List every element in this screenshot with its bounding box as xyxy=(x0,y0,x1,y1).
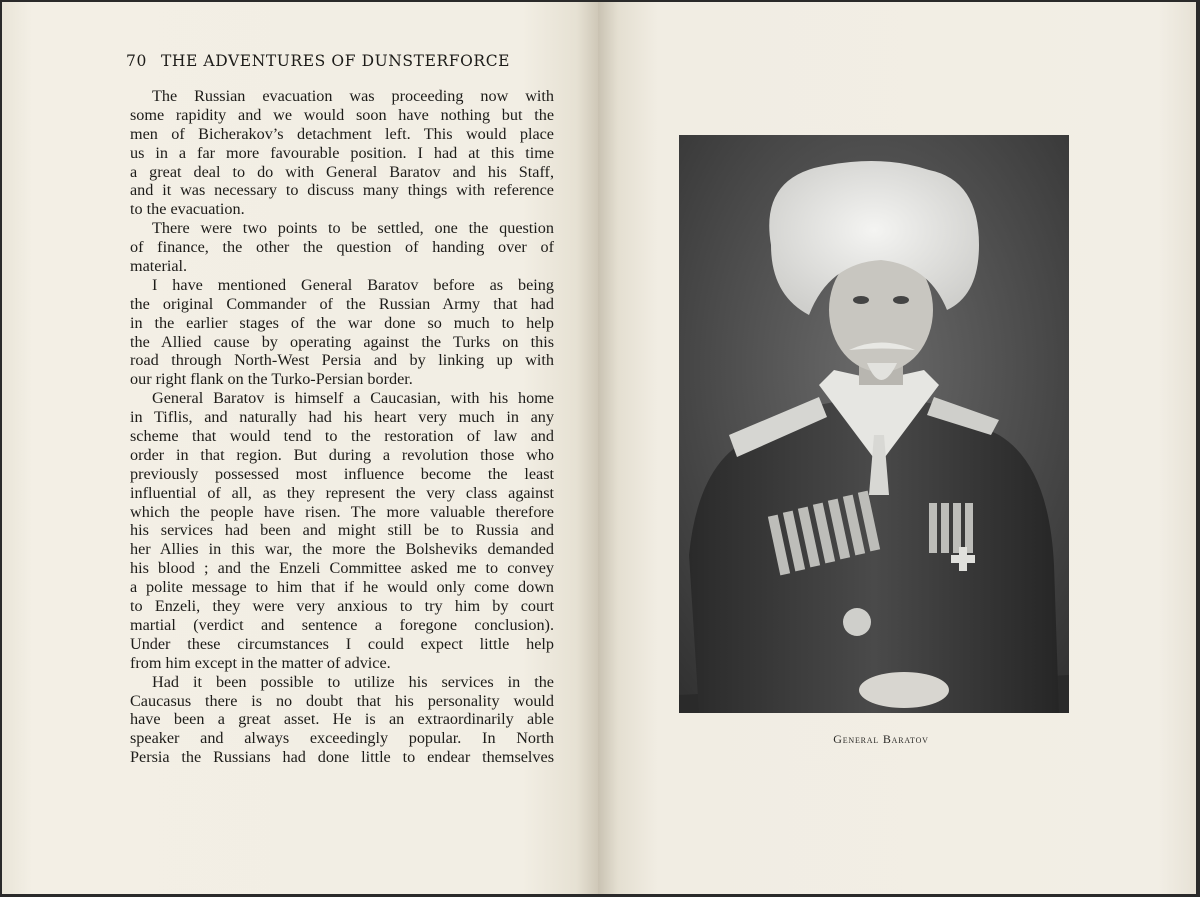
text-line: order in that region. But during a revolution those who xyxy=(130,445,554,464)
text-line: a great deal to do with General Baratov and his Staff, xyxy=(130,162,554,181)
text-line: of finance, the other the question of handing over of xyxy=(130,238,554,257)
book-title: THE ADVENTURES OF DUNSTERFORCE xyxy=(160,52,511,70)
text-line: have been a great asset. He is an extraordinarily able xyxy=(130,710,554,729)
text-line: influential of all, as they represent the very class against xyxy=(130,483,554,502)
text-line: to Enzeli, they were very anxious to try him by court xyxy=(130,597,554,616)
paragraph xyxy=(130,219,554,276)
text-line: in Tiflis, and naturally had his heart very much in any xyxy=(130,408,554,427)
text-line: martial (verdict and sentence a foregone conclusion). xyxy=(130,615,554,634)
text-line: a polite message to him that if he would only come down xyxy=(130,578,554,597)
paragraph xyxy=(130,673,554,767)
text-line: road through North-West Persia and by linking up with xyxy=(130,351,554,370)
text-line: us in a far more favourable position. I had at this time xyxy=(130,143,554,162)
text-line: There were two points to be settled, one the question xyxy=(152,219,554,238)
photo-caption: General Baratov xyxy=(833,732,929,746)
text-line: some rapidity and we would soon have nothing but the xyxy=(130,105,554,124)
text-line: I have mentioned General Baratov before as being xyxy=(152,275,554,294)
portrait-photo xyxy=(679,135,1069,713)
text-line: the Allied cause by operating against the Turks on this xyxy=(130,332,554,351)
text-line: speaker and always exceedingly popular. In North xyxy=(130,729,554,748)
running-head xyxy=(126,52,510,70)
text-line: which the people have risen. The more valuable therefore xyxy=(130,502,554,521)
text-line: material. xyxy=(130,257,188,276)
paragraph xyxy=(130,389,554,672)
text-line: Had it been possible to utilize his services in the xyxy=(152,672,554,691)
text-line: our right flank on the Turko-Persian border. xyxy=(130,370,413,389)
text-line: Under these circumstances I could expect little help xyxy=(130,634,554,653)
text-line: in the earlier stages of the war done so much to help xyxy=(130,313,554,332)
text-line: The Russian evacuation was proceeding now with xyxy=(152,87,554,105)
text-line: from him except in the matter of advice. xyxy=(130,653,391,672)
text-line: Caucasus there is no doubt that his personality would xyxy=(130,691,554,710)
text-line: scheme that would tend to the restoration of law and xyxy=(130,427,554,446)
text-line: the original Commander of the Russian Army that had xyxy=(130,294,554,313)
left-page xyxy=(2,2,598,894)
text-line: and it was necessary to discuss many things with reference xyxy=(130,181,554,200)
text-line: previously possessed most influence become the least xyxy=(130,464,554,483)
text-line: to the evacuation. xyxy=(130,200,245,219)
text-line: his services had been and might still be to Russia and xyxy=(130,521,554,540)
text-line: his blood ; and the Enzeli Committee asked me to convey xyxy=(130,559,554,578)
text-line: General Baratov is himself a Caucasian, with his home xyxy=(152,389,554,408)
text-line: Persia the Russians had done little to endear themselves xyxy=(130,748,554,767)
paragraph xyxy=(130,276,554,389)
text-line: her Allies in this war, the more the Bolsheviks demanded xyxy=(130,540,554,559)
page-number: 70 xyxy=(126,52,147,70)
text-line: men of Bicherakov’s detachment left. This would place xyxy=(130,124,554,143)
body-text xyxy=(130,87,554,767)
paragraph xyxy=(130,87,554,219)
